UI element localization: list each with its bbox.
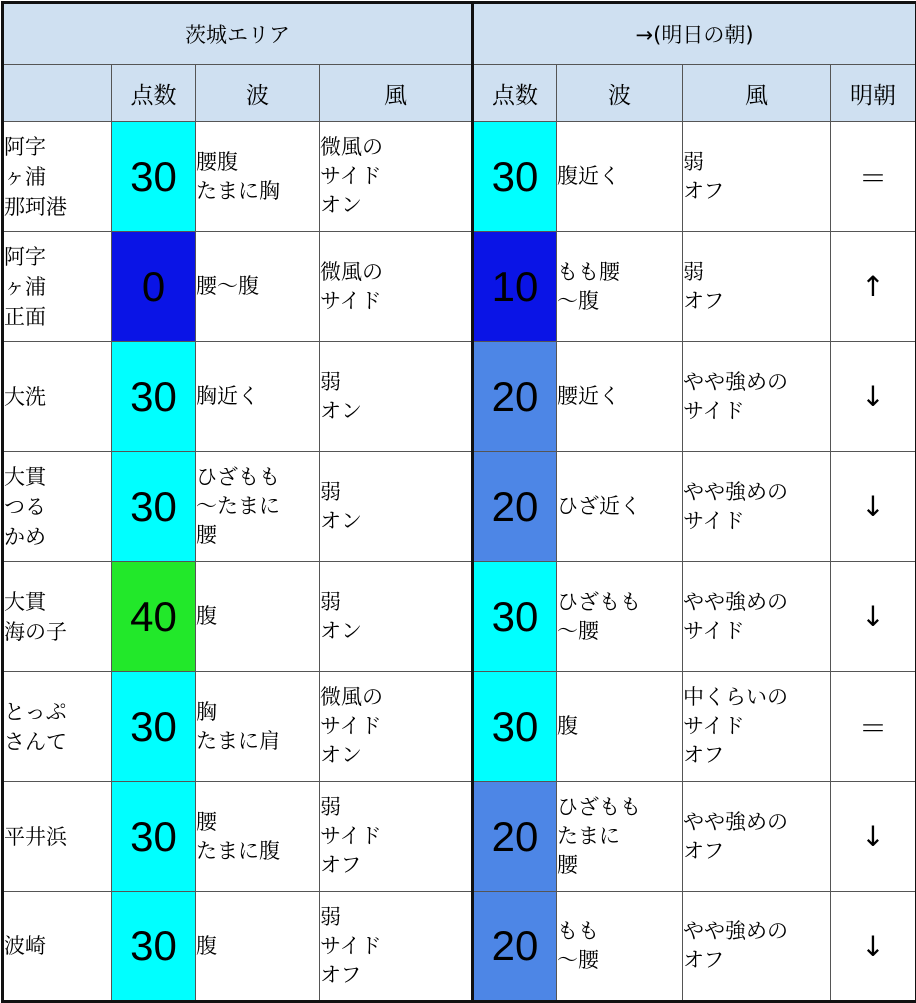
area-name-cell: 波崎 (3, 892, 112, 1002)
wind-cell: 弱 オン (320, 562, 473, 672)
morning-trend-cell: ↑ (831, 232, 916, 342)
wave-cell: 腰～腹 (196, 232, 320, 342)
score-cell: 0 (112, 232, 196, 342)
table-row (3, 562, 916, 672)
score-cell: 30 (112, 342, 196, 452)
wave-cell: 腰 たまに腹 (196, 782, 320, 892)
wave-cell: 腹 (196, 892, 320, 1002)
tomorrow-wave-cell: 腰近く (557, 342, 683, 452)
wave-cell: 胸 たまに肩 (196, 672, 320, 782)
table-row (3, 452, 916, 562)
area-name-cell: 大洗 (3, 342, 112, 452)
group-header-row (3, 3, 916, 65)
tomorrow-wind-cell: やや強めの サイド (683, 452, 831, 562)
morning-trend-cell: ＝ (831, 122, 916, 232)
table-row (3, 672, 916, 782)
table-row (3, 232, 916, 342)
wave-cell: 腰腹 たまに胸 (196, 122, 320, 232)
tomorrow-wave-cell: 腹近く (557, 122, 683, 232)
column-header-row (3, 65, 916, 122)
tomorrow-wind-cell: やや強めの オフ (683, 892, 831, 1002)
tomorrow-wind-cell: 弱 オフ (683, 232, 831, 342)
table-row (3, 892, 916, 1002)
tomorrow-score-cell: 10 (473, 232, 557, 342)
score-cell: 30 (112, 672, 196, 782)
area-name-cell: 阿字 ヶ浦 正面 (3, 232, 112, 342)
wind-cell: 微風の サイド オン (320, 672, 473, 782)
morning-trend-cell: ↓ (831, 342, 916, 452)
surf-forecast-table (1, 1, 916, 1003)
table-row (3, 782, 916, 892)
tomorrow-score-cell: 30 (473, 562, 557, 672)
tomorrow-wind-cell: 中くらいの サイド オフ (683, 672, 831, 782)
tomorrow-wind-cell: 弱 オフ (683, 122, 831, 232)
wave-header: 波 (196, 65, 320, 122)
morning-trend-cell: ↓ (831, 892, 916, 1002)
wind-cell: 弱 サイド オフ (320, 892, 473, 1002)
score-cell: 40 (112, 562, 196, 672)
tomorrow-wave-header: 波 (557, 65, 683, 122)
morning-trend-header: 明朝 (831, 65, 916, 122)
area-name-cell: とっぷ さんて (3, 672, 112, 782)
wind-cell: 微風の サイド (320, 232, 473, 342)
area-name-cell: 大貫 つる かめ (3, 452, 112, 562)
score-cell: 30 (112, 892, 196, 1002)
morning-trend-cell: ↓ (831, 562, 916, 672)
wind-cell: 弱 オン (320, 452, 473, 562)
wave-cell: 腹 (196, 562, 320, 672)
score-cell: 30 (112, 452, 196, 562)
tomorrow-wind-cell: やや強めの オフ (683, 782, 831, 892)
morning-trend-cell: ↓ (831, 782, 916, 892)
tomorrow-wind-header: 風 (683, 65, 831, 122)
wind-cell: 微風の サイド オン (320, 122, 473, 232)
tomorrow-wave-cell: もも ～腰 (557, 892, 683, 1002)
score-header: 点数 (112, 65, 196, 122)
wave-cell: 胸近く (196, 342, 320, 452)
wind-cell: 弱 サイド オフ (320, 782, 473, 892)
morning-trend-cell: ↓ (831, 452, 916, 562)
wind-header: 風 (320, 65, 473, 122)
tomorrow-score-cell: 20 (473, 342, 557, 452)
tomorrow-wind-cell: やや強めの サイド (683, 562, 831, 672)
wind-cell: 弱 オン (320, 342, 473, 452)
score-cell: 30 (112, 122, 196, 232)
tomorrow-wave-cell: もも腰 ～腹 (557, 232, 683, 342)
tomorrow-wave-cell: ひざもも ～腰 (557, 562, 683, 672)
right-group-header: →(明日の朝) (473, 3, 916, 65)
tomorrow-wave-cell: ひざ近く (557, 452, 683, 562)
table-row (3, 122, 916, 232)
tomorrow-wind-cell: やや強めの サイド (683, 342, 831, 452)
score-cell: 30 (112, 782, 196, 892)
left-group-header: 茨城エリア (3, 3, 473, 65)
area-header-blank (3, 65, 112, 122)
tomorrow-score-header: 点数 (473, 65, 557, 122)
tomorrow-wave-cell: 腹 (557, 672, 683, 782)
area-name-cell: 大貫 海の子 (3, 562, 112, 672)
area-name-cell: 阿字 ヶ浦 那珂港 (3, 122, 112, 232)
tomorrow-score-cell: 30 (473, 672, 557, 782)
morning-trend-cell: ＝ (831, 672, 916, 782)
tomorrow-score-cell: 20 (473, 452, 557, 562)
tomorrow-wave-cell: ひざもも たまに 腰 (557, 782, 683, 892)
table-row (3, 342, 916, 452)
area-name-cell: 平井浜 (3, 782, 112, 892)
wave-cell: ひざもも ～たまに 腰 (196, 452, 320, 562)
tomorrow-score-cell: 20 (473, 782, 557, 892)
tomorrow-score-cell: 20 (473, 892, 557, 1002)
tomorrow-score-cell: 30 (473, 122, 557, 232)
